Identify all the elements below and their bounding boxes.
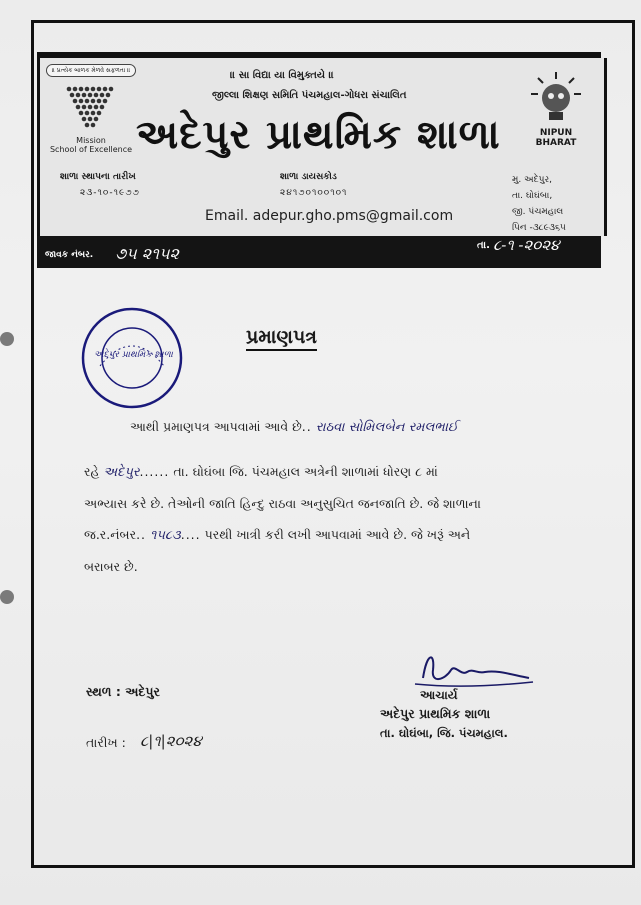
- line2-rest: તા. ઘોઘંબા જિ. પંચમહાલ અત્રેની શાળામાં ધોરણ ૮ માં: [173, 464, 438, 479]
- outward-number: ૭૫ ૨૧૫૨: [115, 244, 179, 263]
- sanskrit-motto: ॥ સા વિદ્યા યા વિમુક્તયે ॥: [230, 70, 334, 81]
- principal-signature: [405, 648, 535, 692]
- outward-number-label: જાવક નંબર.: [45, 250, 94, 260]
- issue-date-label: તા.: [477, 240, 490, 251]
- establishment-label: શાળા સ્થાપના તારીખ: [60, 172, 136, 182]
- punch-hole: [0, 332, 14, 346]
- lightbulb-icon: [526, 70, 586, 124]
- reside-label: રહે: [84, 464, 100, 479]
- address-line: તા. ઘોઘંબા,: [512, 191, 553, 201]
- certificate-line-5: બરાબર છે.: [84, 559, 138, 574]
- signatory-taluka: તા. ઘોઘંબા, જિ. પંચમહાલ.: [380, 726, 508, 740]
- register-label: જ.ર.નંબર: [84, 527, 137, 542]
- nipun-text: NIPUN: [539, 128, 573, 138]
- outward-number-bar: [37, 236, 601, 268]
- school-name-heading: અદેપુર પ્રાથમિક શાળા: [136, 112, 501, 158]
- principal-title: આચાર્ય: [420, 688, 458, 702]
- school-email: Email. adepur.gho.pms@gmail.com: [205, 208, 454, 224]
- stamp-text: અદેપુર પ્રાથમિક શાળા: [94, 350, 173, 360]
- address-line: મુ. અદેપુર,: [512, 175, 552, 185]
- letterhead: [37, 58, 607, 236]
- bharat-text: BHARAT: [535, 138, 577, 148]
- mission-motto: ॥ પ્રત્યેક બાળક મેળવે સફળતા ॥: [46, 64, 136, 77]
- certificate-line-4: જ.ર.નંબર.. ૧૫૮૩.... પરથી ખાત્રી કરી લખી આપવામાં આવે છે. જે ખરૂં અને: [84, 527, 471, 543]
- establishment-date: ૨૩-૧૦-૧૯૭૭: [80, 188, 140, 198]
- mission-line1: Mission: [76, 136, 106, 145]
- committee-line: જીલ્લા શિક્ષણ સમિતિ પંચમહાલ-ગોધરા સંચાલિત: [212, 90, 407, 101]
- register-number: ૧૫૮૩: [150, 528, 181, 543]
- address-line: જી. પંચમહાલ: [512, 207, 564, 217]
- line1-prefix: આથી પ્રમાણપત્ર આપવામાં આવે છે: [130, 419, 302, 434]
- nipun-bharat-logo: [512, 70, 600, 162]
- punch-hole: [0, 590, 14, 604]
- certificate-title: પ્રમાણપત્ર: [246, 326, 317, 351]
- mission-logo: [46, 64, 136, 164]
- place-label: સ્થળ : અદેપુર: [86, 684, 160, 699]
- footer-date-label: તારીખ :: [86, 735, 126, 750]
- issue-date: ૮-૧ -૨૦૨૪: [493, 236, 560, 254]
- signatory-school: અદેપુર પ્રાથમિક શાળા: [380, 706, 491, 721]
- school-address: [512, 172, 566, 236]
- pyramid-icon: [63, 83, 119, 131]
- village-name: અદેપુર: [103, 465, 140, 480]
- address-line: પિન -૩૮૯૩૬૫: [512, 223, 566, 233]
- student-name: રાઠવા સોમિલબેન રમલભાઈ: [315, 420, 458, 435]
- dise-code-label: શાળા ડાયસકોડ: [280, 172, 337, 182]
- mission-line2: School of Excellence: [49, 145, 133, 154]
- school-stamp: [80, 306, 184, 410]
- certificate-line-2: રહે અદેપુર...... તા. ઘોઘંબા જિ. પંચમહાલ અત્રેની શાળામાં ધોરણ ૮ માં: [84, 464, 438, 480]
- certificate-line-3: અભ્યાસ કરે છે. તેઓની જાતિ હિન્દુ રાઠવા અનુસુચિત જનજાતિ છે. જે શાળાના: [84, 496, 481, 511]
- certificate-line-1: આથી પ્રમાણપત્ર આપવામાં આવે છે.. રાઠવા સોમિલબેન રમલભાઈ: [130, 419, 458, 435]
- dise-code: ૨૪૧૭૦૧૦૦૧૦૧: [280, 188, 348, 198]
- footer-date: ૮|૧|૨૦૨૪: [140, 732, 202, 750]
- line4-rest: પરથી ખાત્રી કરી લખી આપવામાં આવે છે. જે ખરૂં અને: [204, 527, 471, 542]
